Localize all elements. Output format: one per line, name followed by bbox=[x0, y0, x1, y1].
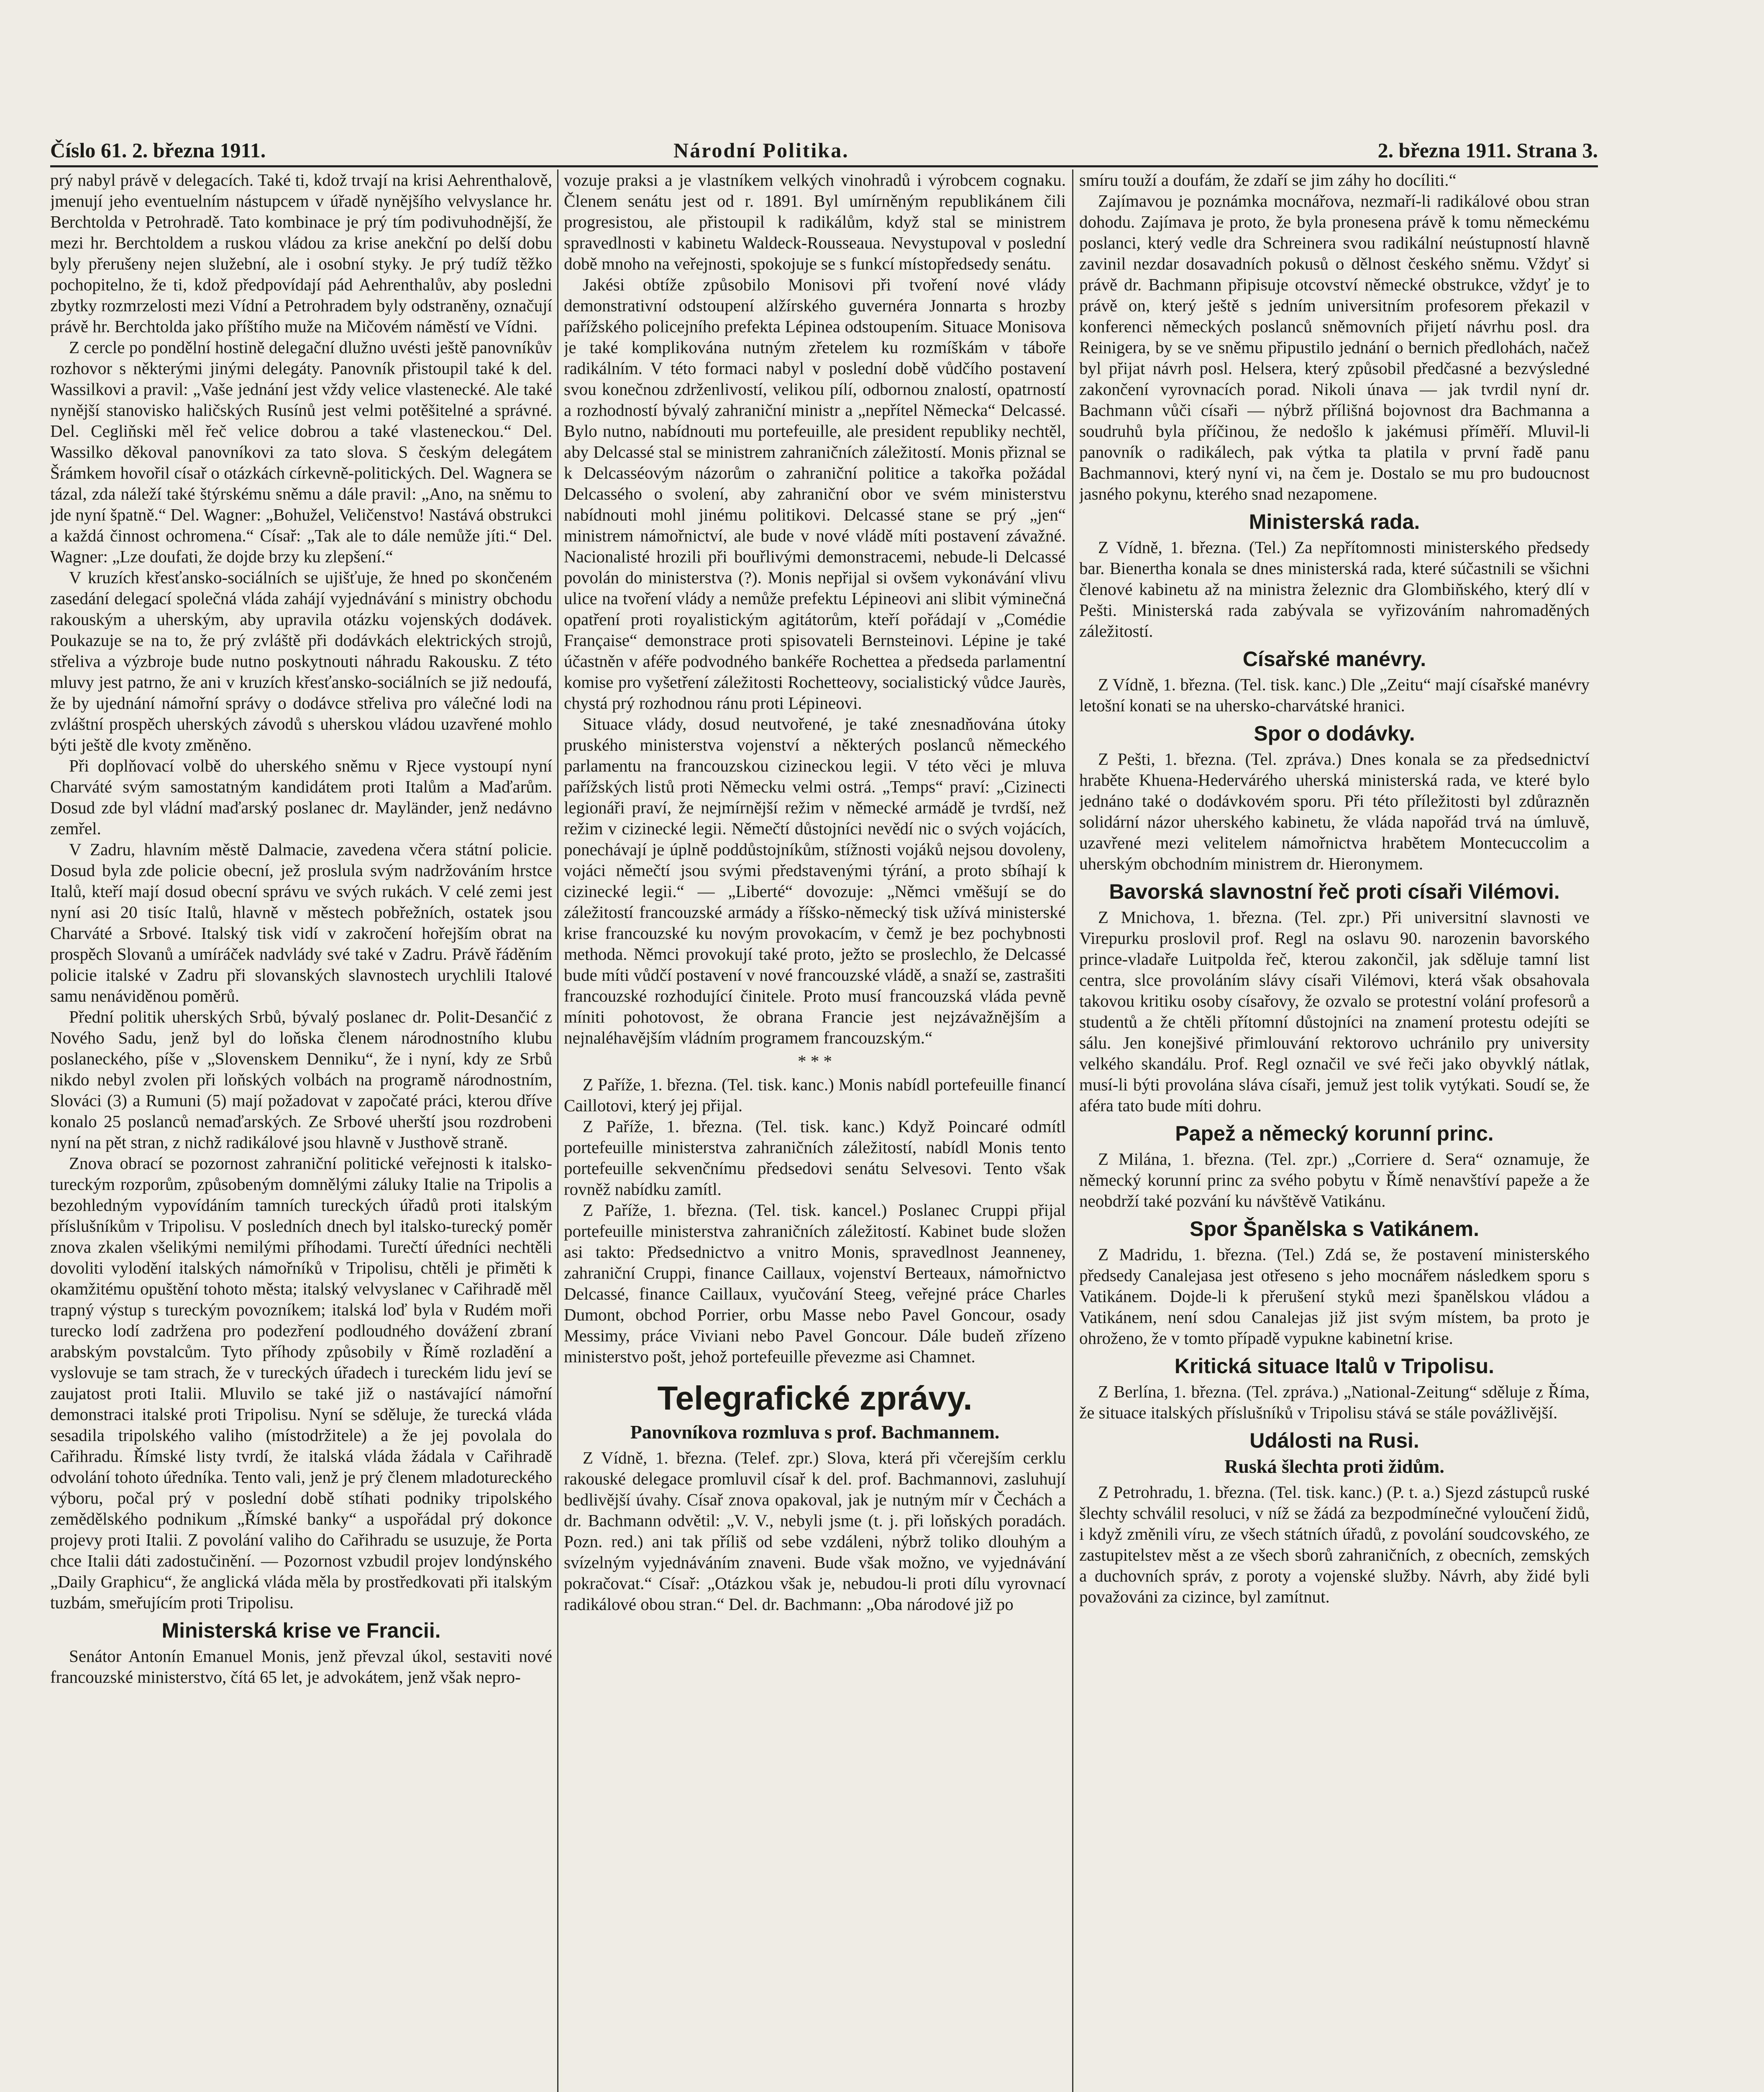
article-paragraph: Z Mnichova, 1. března. (Tel. zpr.) Při universitní slavnosti ve Virepurku proslovil prof. Regl na oslavu 90. narozenin bavorského prince-vladaře Luitpolda řeč, kterou zakončil, jak sděluje tamní list centra, slce provoláním slávy císaři Vilémovi, která však obsahovala takovou kritiku osoby císařovy, že ozvalo se protestní volání profesorů a studentů a že chtěli přítomní důstojníci na znamení protestu odejíti se sálu. Jen konejšivé přimlouvání rektorovo uchránilo pry university velkého skandálu. Prof. Regl označil ve své řeči jako obyvklý nátlak, musí-li býti provolána sláva císaři, jemuž jest tolik vytýkati. Soudí se, že aféra tato bude míti dohru. bbox=[1079, 908, 1590, 1115]
column-divider bbox=[1072, 169, 1073, 2092]
article-paragraph: Z Berlína, 1. března. (Tel. zpráva.) „National-Zeitung“ sděluje z Říma, že situace italských příslušníků v Tripolisu stává se stále povážlivější. bbox=[1079, 1382, 1590, 1422]
article-paragraph: Z Madridu, 1. března. (Tel.) Zdá se, že postavení ministerského předsedy Canalejasa jest otřeseno s jeho mocnářem následkem sporu s Vatikánem. Dojde-li k přerušení styků mezi španělskou vládou a Vatikánem, není sdou Canalejas již jist svým místem, ba proto je ohroženo, že v tomto případě vypukne kabinetní krise. bbox=[1079, 1245, 1590, 1348]
article-paragraph: Z Vídně, 1. března. (Telef. zpr.) Slova, která při včerejším cerklu rakouské delegace promluvil císař k del. prof. Bachmannovi, zasluhují bedlivější úvahy. Císař znova opakoval, jak je nutným mír v Čechách a dr. Bachmann odvětil: „V. V., nebyli jsme (t. j. při loňských poradách. Pozn. red.) ani tak příliš od sebe vzdáleni, nýbrž toliko dlouhým a svízelným vyjednáváním znaveni. Bude však možno, ve vyjednávání pokračovat.“ Císař: „Otázkou však je, nebudou-li proti dílu vyrovnací radikálové obou stran.“ Del. dr. Bachmann: „Oba národové již po bbox=[564, 1448, 1066, 1614]
article-paragraph: Z Vídně, 1. března. (Tel. tisk. kanc.) Dle „Zeitu“ mají císařské manévry letošní konati se na uhersko-charvátské hranici. bbox=[1079, 675, 1590, 715]
article-paragraph: Znova obrací se pozornost zahraniční politické veřejnosti k italsko-tureckým rozporům, způsobeným domnělými záluky Italie na Tripolis a bezohledným vypovídáním tamních tureckých úřadů proti italským příslušníkům v Tripolisu. V posledních dnech byl italsko-turecký poměr znova zkalen všelikými nemilými příhodami. Turečtí úředníci nechtěli dovoliti vylodění italských námořníků v Tripolisu, chtěli je přiměti k okamžitému opuštění tohoto města; italský velvyslanec v Cařihradě měl trapný výstup s tureckým povozníkem; italská loď byla v Rudém moři turecko lodí zadržena pro podezření podloudného dovážení zbraní arabským povstalcům. Tyto příhody způsobily v Římě rozladění a vyslovuje se tam strach, že v tureckých úřadech i tureckém lidu jeví se zaujatost proti Italii. Mluvilo se také již o nastávající námořní demonstraci italské proti Tripolisu. Nyní se sděluje, že turecká vláda sesadila tripolského valiho (místodržitele) a že jej povolala do Cařihradu. Římské listy tvrdí, že italská vláda žádala v Cařihradě odvolání tohoto úředníka. Tento vali, jenž je prý členem mladotureckého výboru, počal prý v poslední době stíhati podniky tripolského zemědělského podnikum „Římské banky“ a uspořádal prý dokonce projevy proti Italii. Z povolání valiho do Cařihradu se usuzuje, že Porta chce Italii dáti zadostučinění. — Pozornost vzbudil projev londýnského „Daily Graphicu“, že anglická vláda měla by prostředkovati při italským tuzbám, smeřujícím proti Tripolisu. bbox=[50, 1154, 552, 1612]
article-paragraph: Z Petrohradu, 1. března. (Tel. tisk. kanc.) (P. t. a.) Sjezd zástupců ruské šlechty schválil resoluci, v níž se žádá za bezpodmínečné vyloučení židů, i když změnili víru, ze všech státních úřadů, z povolání soudcovského, ze zastupitelstev měst a ze všech sborů zahraničních, z obecních, zemských a duchovních správ, z poroty a vojenské služby. Návrh, aby židé byli považováni za cizince, byl zamítnut. bbox=[1079, 1482, 1590, 1606]
section-subheading: Ruská šlechta proti židům. bbox=[1224, 1456, 1444, 1477]
column-divider bbox=[557, 169, 558, 2092]
section-heading: Spor Španělska s Vatikánem. bbox=[1190, 1217, 1479, 1241]
page-header bbox=[50, 138, 1598, 167]
article-paragraph: Jakési obtíže způsobilo Monisovi při tvoření nové vlády demonstrativní odstoupení alžírského guvernéra Jonnarta s hrozby pařížského policejního prefekta Lépinea odstoupením. Situace Monisova je také komplikována nutným zřetelem ku rozmíškám v táboře radikálním. V této formaci nabyl v poslední době vůdčího postavení svou konečnou zdrženlivostí, velikou pílí, odbornou znalostí, opatrností a rozhodností bývalý zahraniční ministr a „nepřítel Německa“ Delcassé. Bylo nutno, nabídnouti mu portefeuille, ale president republiky nechtěl, aby Delcassé stal se ministrem zahraničních záležitostí. Monis přiznal se k Delcasséovým názorům o zahraniční politice a takořka požádal Delcassého o svolení, aby zahraniční obor ve svém ministerstvu nabídnouti mohl jinému politikovi. Delcassé stane se prý „jen“ ministrem námořnictví, ale bude v nové vládě míti postavení závažné. Nacionalisté hrozili při bouřlivými demonstracemi, nebude-li Delcassé povolán do ministerstva (?). Monis nepřijal si ovšem vykonávání vlivu ulice na tvoření vlády a nemůže prefektu Lépineovi ani slibit výminečná opatření proti royalistickým agitátorům, kteří pořádají v „Comédie Française“ demonstrace proti spisovateli Bernsteinovi. Lépine je také účastněn v aféře podvodného bankéře Rochettea a předseda parlamentní komise pro vyšetření záležitosti Rochetteovy, socialistický vůdce Jaurès, chystá prý rozhodnou ránu proti Lépineovi. bbox=[564, 275, 1066, 713]
issue-number-date: Číslo 61. 2. března 1911. bbox=[50, 138, 266, 162]
article-paragraph: Přední politik uherských Srbů, bývalý poslanec dr. Polit-Desančić z Nového Sadu, jenž byl do loňska členem národnostního klubu poslaneckého, píše v „Slovenskem Denniku“, že i nyní, kdy ze Srbů nikdo nebyl zvolen při loňských volbách na programě národnostním, Slováci (3) a Rumuni (5) mají požadovat v započaté práci, kterou dříve konalo 25 poslanců nemaďarských. Ze Srbové uherští jsou rozdrobeni nyní na pět stran, z nichž radikálové jsou hlavně v Justhově straně. bbox=[50, 1007, 552, 1152]
separator-stars: * * * bbox=[798, 1051, 832, 1071]
article-paragraph: Z Paříže, 1. března. (Tel. tisk. kancel.) Poslanec Cruppi přijal portefeuille ministerstva zahraničních záležitostí. Kabinet bude složen asi takto: Předsednictvo a vnitro Monis, spravedlnost Jeanneney, zahraniční Cruppi, finance Caillaux, vojenství Berteaux, námořnictvo Delcassé, finance Caillaux, vyučování Steeg, veřejné práce Charles Dumont, obchod Porrier, orbu Masse nebo Pavel Goncour, osady Messimy, práce Viviani nebo Pavel Goncour. Dále budeň zřízeno ministerstvo pošt, jehož portefeuille převezme asi Chamnet. bbox=[564, 1200, 1066, 1366]
column-3 bbox=[1079, 169, 1590, 2092]
article-paragraph: Z cercle po pondělní hostině delegační dlužno uvésti ještě panovníkův rozhovor s některými jinými delegáty. Panovník přistoupil také k del. Wassilkovi a pravil: „Vaše jednání jest vždy velice vlastenecké. Ale také nynější stanovisko haličských Rusínů jest velmi potěšitelné a správné. Del. Cegliňski měl řeč velice dobrou a také vlasteneckou.“ Del. Wassilko děkoval panovníkovi za tato slova. S českým delegátem Šrámkem hovořil císař o otázkách církevně-politických. Del. Wagnera se tázal, zda náleží také štýrskému sněmu a dále pravil: „Ano, na sněmu to jde nyní špatně.“ Del. Wagner: „Bohužel, Veličenstvo! Nastává obstrukci a každá činnost ochromena.“ Císař: „Tak ale to dále nemůže jíti.“ Del. Wagner: „Lze doufati, že dojde brzy ku zlepšení.“ bbox=[50, 338, 552, 566]
section-heading: Spor o dodávky. bbox=[1254, 722, 1415, 745]
section-heading: Císařské manévry. bbox=[1242, 647, 1426, 671]
article-paragraph: Při doplňovací volbě do uherského sněmu v Rjece vystoupí nyní Charváté svým samostatným kandidátem proti Italům a Maďarům. Dosud zde byl vládní maďarský poslanec dr. Mayländer, jenž nedávno zemřel. bbox=[50, 756, 552, 838]
column-1 bbox=[50, 169, 552, 2092]
section-heading: Ministerská rada. bbox=[1249, 510, 1420, 533]
article-paragraph: Senátor Antonín Emanuel Monis, jenž převzal úkol, sestaviti nové francouzské ministerstvo, čítá 65 let, je advokátem, jenž však nepro- bbox=[50, 1646, 552, 1687]
article-paragraph: Z Milána, 1. března. (Tel. zpr.) „Corriere d. Sera“ oznamuje, že německý korunní princ za svého pobytu v Římě nenavštíví papeže a že neobdrží také pozvání ku návštěvě Vatikánu. bbox=[1079, 1149, 1590, 1210]
section-heading: Kritická situace Italů v Tripolisu. bbox=[1174, 1354, 1495, 1378]
section-title: Telegrafické zprávy. bbox=[657, 1379, 973, 1417]
article-paragraph: V kruzích křesťansko-sociálních se ujišťuje, že hned po skončeném zasedání delegací společná vláda zahájí vyjednávání s ministry obchodu rakouským a uherským, aby upravila otázku vojenských dodávek. Poukazuje se na to, že prý zvláště při dodávkách elektrických strojů, střeliva a výzbroje bude nutno poskytnouti náhradu Rakousku. Z této mluvy jest patrno, že ani v kruzích křesťansko-sociálních se již nedoufá, že by ujednání námořní správy o dodávce střeliva pro válečné lodi na zvláštní prospěch uherských závodů s uherskou vládou uzavřené mohlo býti ještě dle kvoty změněno. bbox=[50, 568, 552, 754]
article-paragraph: Zajímavou je poznámka mocnářova, nezmaří-li radikálové obou stran dohodu. Zajímava je proto, že byla pronesena právě k tomu německému poslanci, který vedle dra Schreinera svou radikální neústupností hlavně zavinil nezdar dosavadních pokusů o dělnost českého sněmu. Vždyť si právě dr. Bachmann připisuje otcovství německé obstrukce, vždyť je to právě on, který ještě s jedním universitním profesorem překazil v konferenci německých poslanců sněmovních přijetí návrhu posl. dra Reinigera, by se ve sněmu připustilo jednání o bernich předlohách, načež byl přijat návrh posl. Helsera, který způsobil předčasné a bezvýsledné zakončení vyrovnacích porad. Nikoli únava — jak tvrdil nyní dr. Bachmann vůči císaři — nýbrž přílišná bojovnost dra Bachmanna a soudruhů byla příčinou, že nedošlo k jakémusi příměří. Mluvil-li panovník o radikálech, pak výtka ta platila v první řadě panu Bachmannovi, který nyní vi, na čem je. Dostalo se mu pro budoucnost jasného pokynu, kterého snad nezapomene. bbox=[1079, 191, 1590, 503]
article-paragraph: prý nabyl právě v delegacích. Také ti, kdož trvají na krisi Aehrenthalově, jmenují jeho eventuelním nástupcem v úřadě nynějšího velvyslance hr. Berchtolda v Petrohradě. Tato kombinace je prý tím podivuhodnější, že mezi hr. Berchtoldem a ruskou vládou za krise anekční po delší dobu byly přerušeny nejen služební, ale i osobní styky. Je prý tudíž těžko pochopitelno, že ti, kdož předpovídají pád Aehrenthalův, aby posledni zbytky rozmrzelosti mezi Vídní a Petrohradem byly odstraněny, označují právě hr. Berchtolda jako příštího muže na Mičovém náměstí ve Vídni. bbox=[50, 170, 552, 336]
article-paragraph: Situace vlády, dosud neutvořené, je také znesnadňována útoky pruského ministerstva vojenství a některých poslanců německého parlamentu na francouzskou cizineckou legii. V této věci je mluva pařížských listů proti Německu velmi ostrá. „Temps“ praví: „Cizinecti legionáři praví, že nejmírnější režim v německé armádě je tvrdší, než režim v cizinecké legii. Němečtí důstojníci nevědí nic o svých vojácích, ponechávají je úplně poddůstojníkům, stížnosti vojáků nejsou dovoleny, vojáci němečtí jsou svými představenými týrání, a proto sbíhají k cizinecké legii.“ — „Liberté“ dovozuje: „Němci vměšují se do záležitostí francouzské armády a říšsko-německý tisk užívá ministerské krise francouzské ku novým provokacím, v čemž je bez pochybnosti methoda. Němci provokují také proto, ježto se proslechlo, že Delcassé bude míti vůdčí postavení v nové francouzské vládě, a snaží se, zastrašiti francouzské rozhodující činitele. Proto musí francouzská vláda pevně míniti pohotovost, že obrana Francie jest nejzávažnějším a nejnaléhavějším vládním programem francouzským.“ bbox=[564, 714, 1066, 1047]
article-paragraph: V Zadru, hlavním městě Dalmacie, zavedena včera státní policie. Dosud byla zde policie obecní, jež proslula svým nadržováním hrstce Italů, kteří mají dosud obecní správu ve svých rukách. V celé zemi jest nyní asi 20 tisíc Italů, hlavně v městech pobřežních, ostatek jsou Charváté a Srbové. Italský tisk vidí v zakročení hořejším obrat na prospěch Slovanů a umíráček nadvlády své také v Zadru. Právě řáděním policie italské v Zadru při slovanských slavnostech urychlili Italové samu nenáviděnou poměrů. bbox=[50, 840, 552, 1005]
article-paragraph: Z Paříže, 1. března. (Tel. tisk. kanc.) Monis nabídl portefeuille financí Caillotovi, který jej přijal. bbox=[564, 1075, 1066, 1115]
section-heading: Události na Rusi. bbox=[1249, 1429, 1419, 1452]
section-heading: Papež a německý korunní princ. bbox=[1175, 1122, 1494, 1145]
date-page-number: 2. března 1911. Strana 3. bbox=[1377, 138, 1598, 162]
article-paragraph: Z Pešti, 1. března. (Tel. zpráva.) Dnes konala se za předsednictví hraběte Khuena-Hedervárého uherská ministerská rada, ve které bylo jednáno také o dodávkovém sporu. Při této příležitosti byl zdůrazněn solidární názor uherského kabinetu, že vláda napořád trvá na úmluvě, uzavřené mezi velitelem námořnictva hrabětem Montecuccolim a uherským obchodním ministrem dr. Hieronymem. bbox=[1079, 749, 1590, 873]
header-rule bbox=[50, 165, 1598, 167]
column-2 bbox=[564, 169, 1066, 2092]
article-paragraph: vozuje praksi a je vlastníkem velkých vinohradů i výrobcem cognaku. Členem senátu jest od r. 1891. Byl umírněným republikánem čili progresistou, ale přistoupil k radikálům, když stal se ministrem spravedlnosti v kabinetu Waldeck-Rousseaua. Nevystupoval v poslední době mnoho na veřejnosti, spokojuje se s funkcí místopředsedy senátu. bbox=[564, 170, 1066, 273]
article-paragraph: Z Paříže, 1. března. (Tel. tisk. kanc.) Když Poincaré odmítl portefeuille ministerstva zahraničních záležitostí, nabídl Monis tento portefeuille sekvenčnímu předsedovi senátu Selvesovi. Tento však rovněž nabídku zamítl. bbox=[564, 1117, 1066, 1199]
section-heading: Bavorská slavnostní řeč proti císaři Vilémovi. bbox=[1109, 880, 1560, 903]
newspaper-title: Národní Politika. bbox=[673, 138, 849, 162]
section-heading: Ministerská krise ve Francii. bbox=[161, 1619, 441, 1642]
article-paragraph: smíru touží a doufám, že zdaří se jim záhy ho docíliti.“ bbox=[1079, 170, 1457, 190]
article-paragraph: Z Vídně, 1. března. (Tel.) Za nepřítomnosti ministerského předsedy bar. Bienertha konala se dnes ministerská rada, které súčastnili se všichni členové kabinetu až na ministra železnic dra Glombiňského, který dlí v Pešti. Ministerská rada zabývala se vyřizováním nahromaděných záležitostí. bbox=[1079, 538, 1590, 641]
section-subheading: Panovníkova rozmluva s prof. Bachmannem. bbox=[630, 1421, 1000, 1443]
